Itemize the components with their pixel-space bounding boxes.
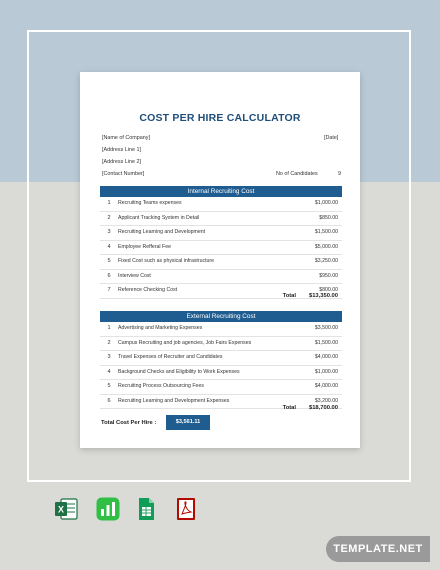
external-total-value: $18,700.00 xyxy=(308,405,338,411)
table-row: 5 Fixed Cost such as physical infrastructure $3,250.00 xyxy=(100,255,342,270)
table-row: 3 Travel Expenses of Recruiter and Candidates $4,000.00 xyxy=(100,351,342,366)
document-page xyxy=(80,72,360,448)
date-field: [Date] xyxy=(324,135,339,141)
contact-number: [Contact Number] xyxy=(102,171,145,177)
numbers-icon[interactable] xyxy=(96,497,120,521)
template-net-logo: TEMPLATE.NET xyxy=(326,536,430,562)
pdf-icon[interactable] xyxy=(174,497,198,521)
table-row: 2 Applicant Tracking System in Detail $850.00 xyxy=(100,212,342,227)
candidates-label: No of Candidates xyxy=(276,171,318,177)
internal-total xyxy=(100,291,342,303)
address-line-2: [Address Line 2] xyxy=(102,159,141,165)
table-row: 1 Recruiting Teams expenses $1,000.00 xyxy=(100,197,342,212)
cost-per-hire-label: Total Cost Per Hire : xyxy=(101,420,157,426)
table-row: 7 Reference Checking Cost $800.00 xyxy=(100,284,342,299)
table-row: 5 Recruiting Process Outsourcing Fees $4,000.00 xyxy=(100,380,342,395)
table-row: 6 Interview Cost $950.00 xyxy=(100,270,342,285)
candidates-value: 9 xyxy=(338,171,341,177)
external-total xyxy=(100,403,342,415)
google-sheets-icon[interactable] xyxy=(134,497,158,521)
internal-cost-table xyxy=(100,197,342,299)
table-row: 1 Advertising and Marketing Expenses $3,500.00 xyxy=(100,322,342,337)
internal-total-value: $13,350.00 xyxy=(308,293,338,299)
internal-cost-heading: Internal Recruiting Cost xyxy=(100,186,342,197)
external-total-label: Total xyxy=(282,405,296,411)
document-title: COST PER HIRE CALCULATOR xyxy=(139,112,301,124)
table-row: 3 Recruiting Learning and Development $1,500.00 xyxy=(100,226,342,241)
cost-per-hire-value: $3,561.11 xyxy=(166,415,210,430)
external-cost-heading: External Recruiting Cost xyxy=(100,311,342,322)
company-name: [Name of Company] xyxy=(102,135,150,141)
excel-icon[interactable] xyxy=(54,497,78,521)
table-row: 4 Employee Refferal Fee $5,000.00 xyxy=(100,241,342,256)
table-row: 4 Background Checks and Eligibility to Work Expenses $1,000.00 xyxy=(100,366,342,381)
address-line-1: [Address Line 1] xyxy=(102,147,141,153)
table-row: 6 Recruiting Learning and Development Expenses $3,200.00 xyxy=(100,395,342,410)
internal-total-label: Total xyxy=(282,293,296,299)
svg-text:X: X xyxy=(57,504,65,515)
external-cost-table xyxy=(100,322,342,409)
table-row: 2 Campus Recruiting and job agencies, Job Fairs Expenses $1,500.00 xyxy=(100,337,342,352)
